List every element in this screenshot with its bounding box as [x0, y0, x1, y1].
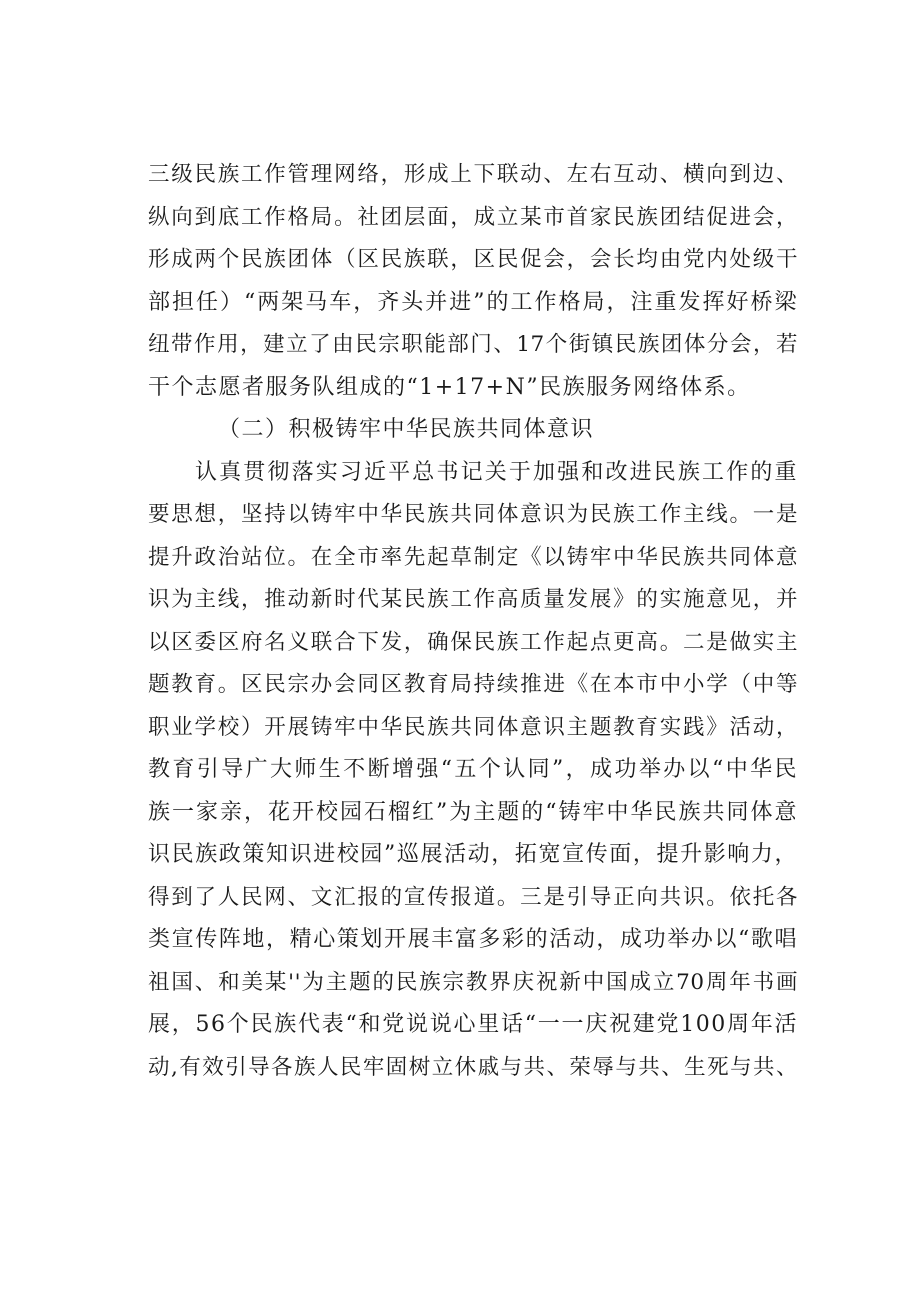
body-text-line: 职业学校）开展铸牢中华民族共同体意识主题教育实践》活动， [148, 715, 798, 740]
body-text-line: 三级民族工作管理网络，形成上下联动、左右互动、横向到边、 [148, 162, 798, 187]
body-text-line: 干个志愿者服务队组成的“1+17+N”民族服务网络体系。 [148, 375, 751, 400]
body-text-line: 部担任）“两架马车，齐头并进”的工作格局，注重发挥好桥梁 [148, 290, 798, 315]
body-text-line: 教育引导广大师生不断增强“五个认同”，成功举办以“中华民 [148, 757, 798, 782]
body-text-line: 族一家亲，花开校园石榴红”为主题的“铸牢中华民族共同体意 [148, 800, 798, 825]
body-text-line: 得到了人民网、文汇报的宣传报道。三是引导正向共识。依托各 [148, 885, 798, 910]
body-text-line: 纵向到底工作格局。社团层面，成立某市首家民族团结促进会， [148, 205, 798, 230]
body-text-line: 以区委区府名义联合下发，确保民族工作起点更高。二是做实主 [148, 630, 798, 655]
body-text-line: 识为主线，推动新时代某民族工作高质量发展》的实施意见，并 [148, 587, 798, 612]
body-text-line: 展，56个民族代表“和党说说心里话“一一庆祝建党100周年活 [148, 1012, 798, 1037]
body-text-line: 要思想，坚持以铸牢中华民族共同体意识为民族工作主线。一是 [148, 502, 798, 527]
body-text-line: 类宣传阵地，精心策划开展丰富多彩的活动，成功举办以“歌唱 [148, 927, 798, 952]
body-text-line: 形成两个民族团体（区民族联，区民促会，会长均由党内处级干 [148, 247, 798, 272]
body-text-line: 动,有效引导各族人民牢固树立休戚与共、荣辱与共、生死与共、 [148, 1055, 798, 1080]
body-text-line: 提升政治站位。在全市率先起草制定《以铸牢中华民族共同体意 [148, 545, 798, 570]
body-text-line: 纽带作用，建立了由民宗职能部门、17个街镇民族团体分会，若 [148, 332, 798, 357]
paragraph-first-line: 认真贯彻落实习近平总书记关于加强和改进民族工作的重 [195, 460, 798, 485]
body-text-line: 题教育。区民宗办会同区教育局持续推进《在本市中小学（中等 [148, 672, 798, 697]
body-text-line: 识民族政策知识进校园”巡展活动，拓宽宣传面，提升影响力， [148, 842, 798, 867]
section-heading: （二）积极铸牢中华民族共同体意识 [218, 417, 595, 442]
body-text-line: 祖国、和美某''为主题的民族宗教界庆祝新中国成立70周年书画 [148, 970, 798, 995]
